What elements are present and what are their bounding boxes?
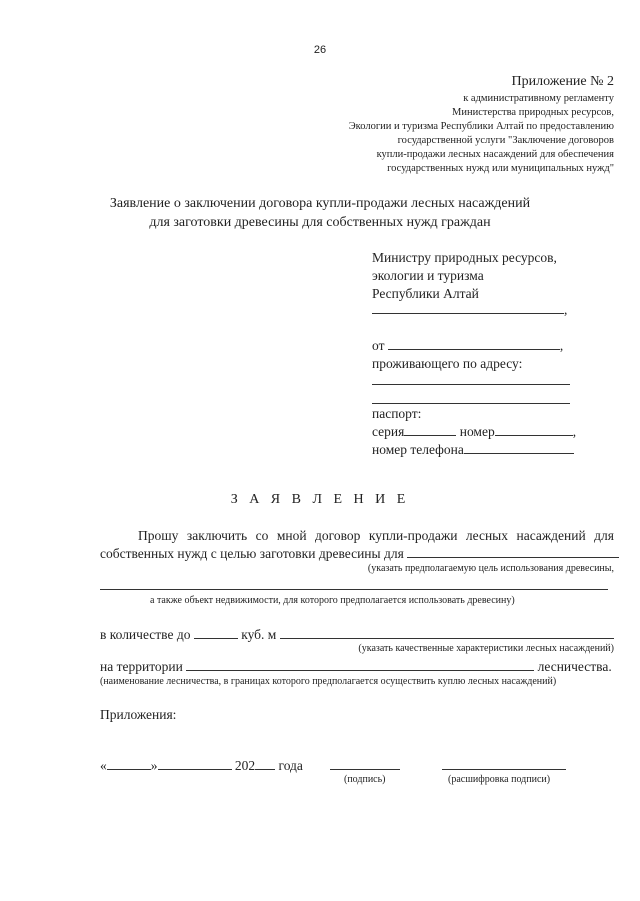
addressee-line3: Республики Алтай xyxy=(372,286,479,301)
addressee-blank-field[interactable]: , xyxy=(372,302,567,318)
year-suffix: года xyxy=(278,758,303,773)
page-number: 26 xyxy=(313,44,327,56)
passport-label: паспорт: xyxy=(372,406,422,421)
quantity-unit: куб. м xyxy=(241,627,277,642)
hint-purpose: (указать предполагаемую цель использования древесины, xyxy=(367,563,614,574)
document-heading-line1: Заявление о заключении договора купли-продажи лесных насаждений xyxy=(109,196,531,211)
residing-label: проживающего по адресу: xyxy=(372,356,523,371)
appendix-line: купли-продажи лесных насаждений для обеспечения xyxy=(376,149,614,160)
address-line-1[interactable] xyxy=(372,384,570,385)
addressee-line2: экологии и туризма xyxy=(372,268,484,283)
purpose-field[interactable] xyxy=(100,546,619,562)
date-open-quote: « xyxy=(100,758,107,773)
appendix-line: государственной услуги "Заключение договоров xyxy=(397,135,614,146)
signature-hint: (подпись) xyxy=(344,774,386,785)
document-heading-line2: для заготовки древесины для собственных нужд граждан xyxy=(149,215,491,230)
year-prefix: 202 xyxy=(234,758,256,773)
territory-prefix: на территории xyxy=(100,659,183,674)
hint-forestry: (наименование лесничества, в границах которого предполагается осуществить куплю лесных насаждений) xyxy=(100,676,557,687)
para1-line1: Прошу заключить со мной договор купли-продажи лесных насаждений для xyxy=(138,528,614,543)
date-field[interactable] xyxy=(100,758,303,774)
quantity-field[interactable] xyxy=(100,627,614,643)
territory-field[interactable] xyxy=(100,659,612,675)
quantity-prefix: в количестве до xyxy=(100,627,191,642)
purpose-line-2[interactable] xyxy=(100,589,608,590)
appendix-title: Приложение № 2 xyxy=(511,74,614,89)
passport-fields[interactable]: серия номер , xyxy=(372,424,577,439)
appendix-line: Министерства природных ресурсов, xyxy=(452,107,614,118)
signature-line[interactable] xyxy=(330,769,400,770)
appendix-line: государственных нужд или муниципальных нужд" xyxy=(387,163,614,174)
hint-object: а также объект недвижимости, для которого предполагается использовать древесину) xyxy=(150,595,515,606)
para1-line2: собственных нужд с целью заготовки древесины для xyxy=(100,546,404,561)
territory-suffix: лесничества. xyxy=(537,659,612,674)
address-line-2[interactable] xyxy=(372,403,570,404)
attachments-label: Приложения: xyxy=(100,707,177,722)
phone-field[interactable] xyxy=(372,442,574,458)
appendix-line: к административному регламенту xyxy=(463,93,614,104)
signature-decode-hint: (расшифровка подписи) xyxy=(448,774,551,785)
appendix-line: Экологии и туризма Республики Алтай по предоставлению xyxy=(348,121,614,132)
statement-title: З А Я В Л Е Н И Е xyxy=(230,492,410,507)
from-field[interactable]: от , xyxy=(372,338,564,353)
from-label: от xyxy=(372,338,385,353)
number-label: номер xyxy=(459,424,495,439)
hint-characteristics: (указать качественные характеристики лесных насаждений) xyxy=(358,643,614,654)
series-label: серия xyxy=(372,424,405,439)
signature-decode-line[interactable] xyxy=(442,769,566,770)
phone-label: номер телефона xyxy=(372,442,464,457)
addressee-line1: Министру природных ресурсов, xyxy=(372,250,557,265)
date-close-quote: » xyxy=(150,758,158,773)
